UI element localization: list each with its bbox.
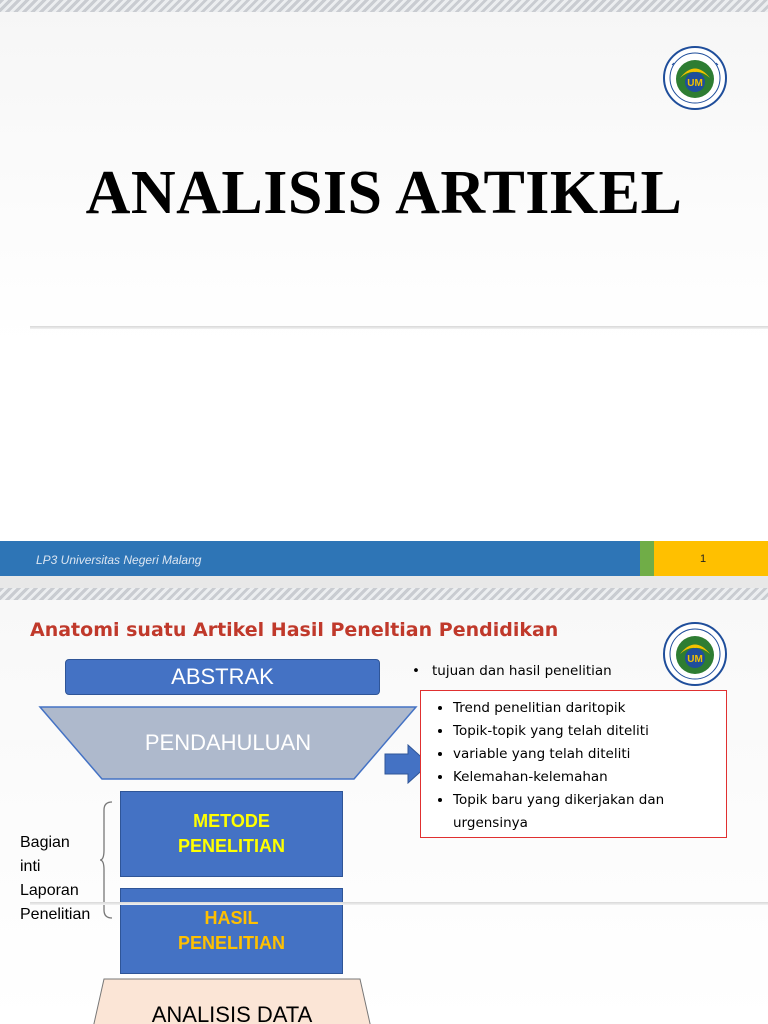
abstrak-box: ABSTRAK [65, 659, 380, 695]
footer-green-band [640, 541, 654, 576]
slide-footer [0, 541, 768, 576]
svg-text:UM: UM [687, 78, 703, 89]
slide-title: ANALISIS ARTIKEL [85, 159, 683, 227]
metode-line-1: METODE [193, 811, 270, 831]
hasil-line-1: HASIL [204, 908, 259, 928]
list-item: • Kelemahan-kelemahan [453, 766, 726, 789]
list-item: • variable yang telah diteliti [453, 743, 726, 766]
footer-organization: LP3 Universitas Negeri Malang [36, 553, 202, 567]
bagian-line: Bagian [20, 834, 70, 851]
top-hatch-bar [0, 588, 768, 600]
analisis-data-label: ANALISIS DATA [151, 1002, 313, 1024]
list-item: • Topik baru yang dikerjakan dan urgensinya [453, 789, 726, 835]
bagian-line: Laporan [20, 882, 79, 899]
hasil-penelitian-box [120, 888, 343, 974]
pendahuluan-label: PENDAHULUAN [144, 730, 312, 755]
bagian-line: inti [20, 858, 41, 875]
bagian-line: Penelitian [20, 906, 91, 923]
page-number: 1 [700, 553, 707, 565]
anatomy-slide [0, 588, 768, 1024]
abstrak-note: • tujuan dan hasil penelitian [412, 663, 612, 679]
hasil-line-2: PENELITIAN [177, 933, 285, 953]
list-item: • Topik-topik yang telah diteliti [453, 720, 726, 743]
university-seal-icon [662, 621, 728, 687]
bagian-inti-label [20, 831, 90, 927]
footer-gold-band [654, 541, 768, 576]
svg-text:UM: UM [687, 654, 703, 665]
top-hatch-bar [0, 0, 768, 12]
list-item: • Trend penelitian daritopik [453, 697, 726, 720]
pendahuluan-points-box [420, 690, 727, 838]
slide-gap [0, 576, 768, 588]
divider-line [30, 902, 768, 905]
metode-line-2: PENELITIAN [177, 836, 285, 856]
metode-penelitian-box [120, 791, 343, 877]
divider-line [30, 326, 768, 329]
university-seal-icon [662, 45, 728, 111]
slide-heading: Anatomi suatu Artikel Hasil Peneltian Pendidikan [30, 619, 559, 641]
